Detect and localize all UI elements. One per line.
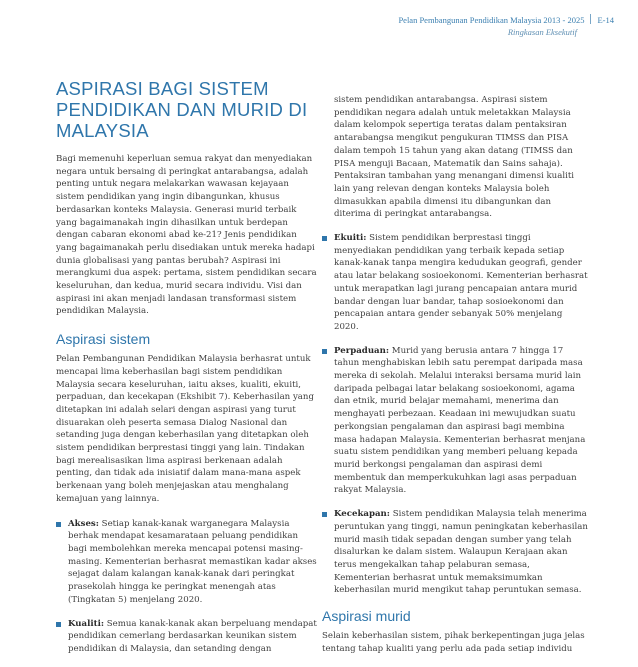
bullet-term: Kecekapan: <box>334 509 390 520</box>
bullet-ekuiti <box>322 232 588 334</box>
bullet-term: Perpaduan: <box>334 345 390 356</box>
bullet-term: Ekuiti: <box>334 233 367 244</box>
left-column <box>56 78 318 667</box>
section-heading-system: Aspirasi sistem <box>56 331 151 348</box>
page-header <box>398 14 614 39</box>
bullet-akses <box>56 518 318 607</box>
bullet-text: Setiap kanak-kanak warganegara Malaysia berhak mendapat kesamarataan peluang pendidikan bagi membolehkan mereka mencapai potensi masing-masing. Kementerian berhasrat memastikan kadar akses sejagat dalam kalangan kanak-kanak dari peringkat prasekolah hingga ke peringkat menengah atas (Tingkatan 5) menjelang 2020. <box>68 518 317 605</box>
bullet-term: Kualiti: <box>68 618 105 629</box>
main-heading: ASPIRASI BAGI SISTEM PENDIDIKAN DAN MURID DI MALAYSIA <box>56 78 308 141</box>
left-bullet-list <box>56 518 318 656</box>
header-row <box>398 14 614 26</box>
bullet-text: Sistem pendidikan Malaysia telah menerima peruntukan yang tinggi, namun peningkatan keberhasilan murid masih tidak sepadan dengan sumber yang telah disalurkan ke dalam sistem. Walaupun Kerajaan akan terus mengekalkan tahap pelaburan semasa, Kementerian berhasrat untuk memaksimumkan keberhasilan murid mengikut tahap peruntukan semasa. <box>334 509 588 596</box>
right-column <box>322 94 588 655</box>
kualiti-continuation: sistem pendidikan antarabangsa. Aspirasi sistem pendidikan negara adalah untuk meletakkan Malaysia dalam kelompok sepertiga teratas dalam pentaksiran antarabangsa mengikut pengukuran TIMSS dan PISA dalam tempoh 15 tahun yang akan datang (TIMSS dan PISA menguji Bacaan, Matematik dan Sains sahaja). Pentaksiran tambahan yang menangani dimensi kualiti lain yang relevan dengan konteks Malaysia boleh dimasukkan apabila dimensi itu dibangunkan dan diterima di peringkat antarabangsa. <box>334 95 575 220</box>
intro-paragraph: Bagi memenuhi keperluan semua rakyat dan menyediakan negara untuk bersaing di peringkat antarabangsa, adalah penting untuk negara melakarkan wawasan kejayaan sistem pendidikan yang ingin dibangunkan, khusus berdasarkan konteks Malaysia. Generasi murid terbaik yang bagaimanakah ingin dihasilkan untuk berdepan dengan cabaran ekonomi abad ke-21? Jenis pendidikan yang bagaimanakah perlu disediakan untuk mereka hadapi dunia globalisasi yang pantas berubah? Aspirasi ini merangkumi dua aspek: pertama, sistem pendidikan secara keseluruhan, dan kedua, murid secara individu. Visi dan aspirasi ini akan menjadi landasan transformasi sistem pendidikan Malaysia. <box>56 154 317 317</box>
bullet-text: Murid yang berusia antara 7 hingga 17 tahun menghabiskan lebih satu perempat daripada masa mereka di sekolah. Melalui interaksi bersama murid lain daripada pelbagai latar belakang sosioekonomi, agama dan etnik, murid belajar memahami, menerima dan menghayati perbezaan. Keadaan ini mewujudkan suatu perkongsian pengalaman dan aspirasi bagi membina masa hadapan Malaysia. Kementerian berhasrat menjana suatu sistem pendidikan yang memberi peluang kepada murid berkongsi pengalaman dan aspirasi demi membentuk dan memperkukuhkan lagi asas perpaduan rakyat Malaysia. <box>334 345 586 496</box>
bullet-text: Sistem pendidikan berprestasi tinggi menyediakan pendidikan yang terbaik kepada setiap kanak-kanak tanpa mengira kedudukan geografi, gender atau latar belakang sosioekonomi. Kementerian berhasrat untuk merapatkan lagi jurang pencapaian antara murid bandar dengan luar bandar, tahap sosioekonomi dan pencapaian antara gender sebanyak 50% menjelang 2020. <box>334 233 588 332</box>
right-bullet-list <box>322 232 588 597</box>
system-paragraph: Pelan Pembangunan Pendidikan Malaysia berhasrat untuk mencapai lima keberhasilan bagi sistem pendidikan Malaysia secara keseluruhan, iaitu akses, kualiti, ekuiti, perpaduan, dan kecekapan (Ekshibit 7). Keberhasilan yang ditetapkan ini adalah selari dengan aspirasi yang turut disuarakan oleh peserta semasa Dialog Nasional dan setanding juga dengan keberhasilan yang ditetapkan oleh sistem pendidikan berprestasi tinggi yang lain. Tindakan bagi merealisasikan lima aspirasi berkenaan adalah penting, dan tidak ada inisiatif dalam mana-mana aspek berkenaan yang boleh menjejaskan atau menghalang kemajuan yang lainnya. <box>56 354 314 504</box>
page-number: E-14 <box>597 15 614 25</box>
bullet-perpaduan <box>322 345 588 497</box>
bullet-kualiti <box>56 618 318 656</box>
header-subtitle: Ringkasan Eksekutif <box>507 27 577 38</box>
bullet-text: Semua kanak-kanak akan berpeluang mendapat pendidikan cemerlang berdasarkan keunikan sistem pendidikan di Malaysia, dan setanding dengan <box>68 618 317 654</box>
header-divider <box>590 14 591 24</box>
bullet-kecekapan <box>322 508 588 597</box>
section-heading-student: Aspirasi murid <box>322 608 411 625</box>
bullet-term: Akses: <box>68 518 99 529</box>
header-title: Pelan Pembangunan Pendidikan Malaysia 2013 - 2025 <box>398 15 585 25</box>
student-paragraph: Selain keberhasilan sistem, pihak berkepentingan juga jelas tentang tahap kualiti yang perlu ada pada setiap individu <box>322 631 585 654</box>
